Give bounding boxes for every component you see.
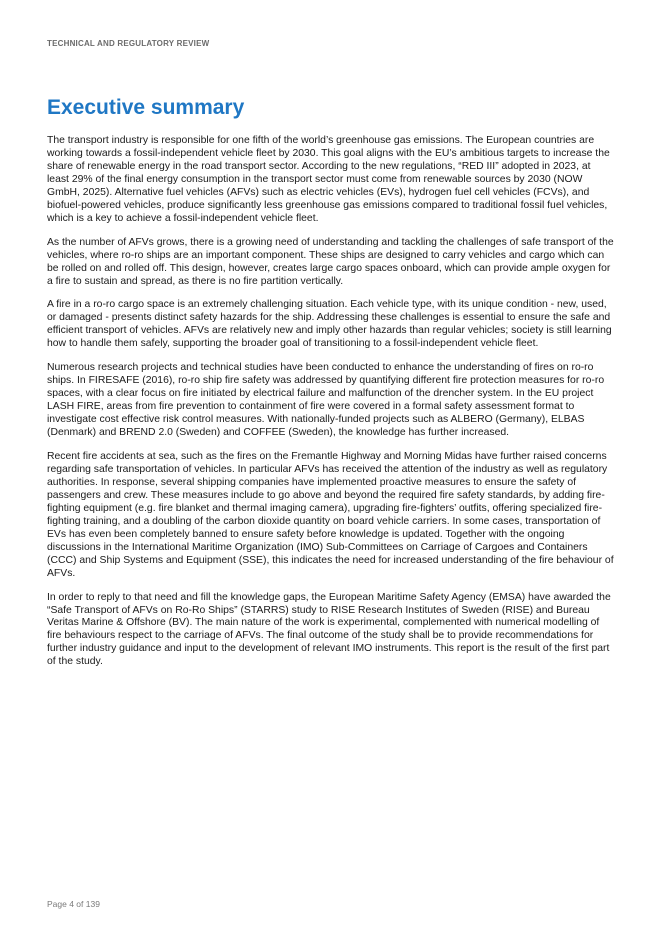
paragraph: A fire in a ro-ro cargo space is an extremely challenging situation. Each vehicle type, with its unique condition - new, used, or damaged - presents distinct safety hazards for the ship. Addressing these challenges is essential to ensure the safe and efficient transport of vehicles. AFVs are relatively new and imply other hazards than regular vehicles; society is still learning how to handle them safely, supporting the broader goal of transitioning to a fossil-independent vehicle fleet. [47,299,612,350]
page-number: Page 4 of 139 [47,899,100,909]
body-text [47,135,615,680]
paragraph: Numerous research projects and technical studies have been conducted to enhance the understanding of fires on ro-ro ships. In FIRESAFE (2016), ro-ro ship fire safety was addressed by quantifying different fire protection measures for ro-ro spaces, with a clear focus on fire initiated by electrical failure and malfunction of the drencher system. In the EU project LASH FIRE, areas from fire prevention to containment of fire were covered in a formal safety assessment format to investigate cost effective risk control measures. With nationally-funded projects such as ALBERO (Germany), ELBAS (Denmark) and BREND 2.0 (Sweden) and COFFEE (Sweden), the knowledge has further increased. [47,362,605,439]
running-header: TECHNICAL AND REGULATORY REVIEW [47,39,210,48]
paragraph: As the number of AFVs grows, there is a growing need of understanding and tackling the challenges of safe transport of the vehicles, where ro-ro ships are an important component. These ships are designed to carry vehicles and cargo which can be rolled on and rolled off. This design, however, creates large cargo spaces onboard, which can provide ample oxygen for a fire to sustain and spread, as there is no fire partition vertically. [47,236,614,287]
paragraph: The transport industry is responsible for one fifth of the world’s greenhouse gas emissions. The European countries are working towards a fossil-independent vehicle fleet by 2030. This goal aligns with the EU’s ambitious targets to increase the share of renewable energy in the road transport sector. According to the new regulations, “RED III” adopted in 2023, at least 29% of the final energy consumption in the transport sector must come from renewable sources by 2030 (NOW GmbH, 2025). Alternative fuel vehicles (AFVs) such as electric vehicles (EVs), hydrogen fuel cell vehicles (FCVs), and biofuel-powered vehicles, produce significantly less greenhouse gas emissions compared to traditional fossil fuel vehicles, which is a key to achieve a fossil-independent vehicle fleet. [47,135,610,224]
paragraph: Recent fire accidents at sea, such as the fires on the Fremantle Highway and Morning Midas have further raised concerns regarding safe transportation of vehicles. In particular AFVs has received the attention of the industry as well as regulatory authorities. In response, several shipping companies have implemented proactive measures to ensure the safety of passengers and crew. These measures include to go above and beyond the required fire safety standards, by adding fire-fighting equipment (e.g. fire blanket and thermal imaging camera), upgrading fire-fighters’ outfits, offering specialized fire-fighting training, and a doubling of the carbon dioxide quantity on board vehicle carriers. In some cases, transportation of EVs has even been completely banned to ensure safety before knowledge is updated. Together with the ongoing discussions in the International Maritime Organization (IMO) Sub-Committees on Carriage of Cargoes and Containers (CCC) and Ship Systems and Equipment (SSE), this indicates the need for increased understanding of the fire behaviour of AFVs. [47,451,614,579]
paragraph: In order to reply to that need and fill the knowledge gaps, the European Maritime Safety Agency (EMSA) have awarded the “Safe Transport of AFVs on Ro-Ro Ships” (STARRS) study to RISE Research Institutes of Sweden (RISE) and Bureau Veritas Marine & Offshore (BV). The main nature of the work is experimental, complemented with numerical modelling of fire behaviours respect to the carriage of AFVs. The final outcome of the study shall be to provide recommendations for further industry guidance and input to the development of relevant IMO instruments. This report is the result of the first part of the study. [47,591,611,668]
section-title: Executive summary [47,96,245,119]
